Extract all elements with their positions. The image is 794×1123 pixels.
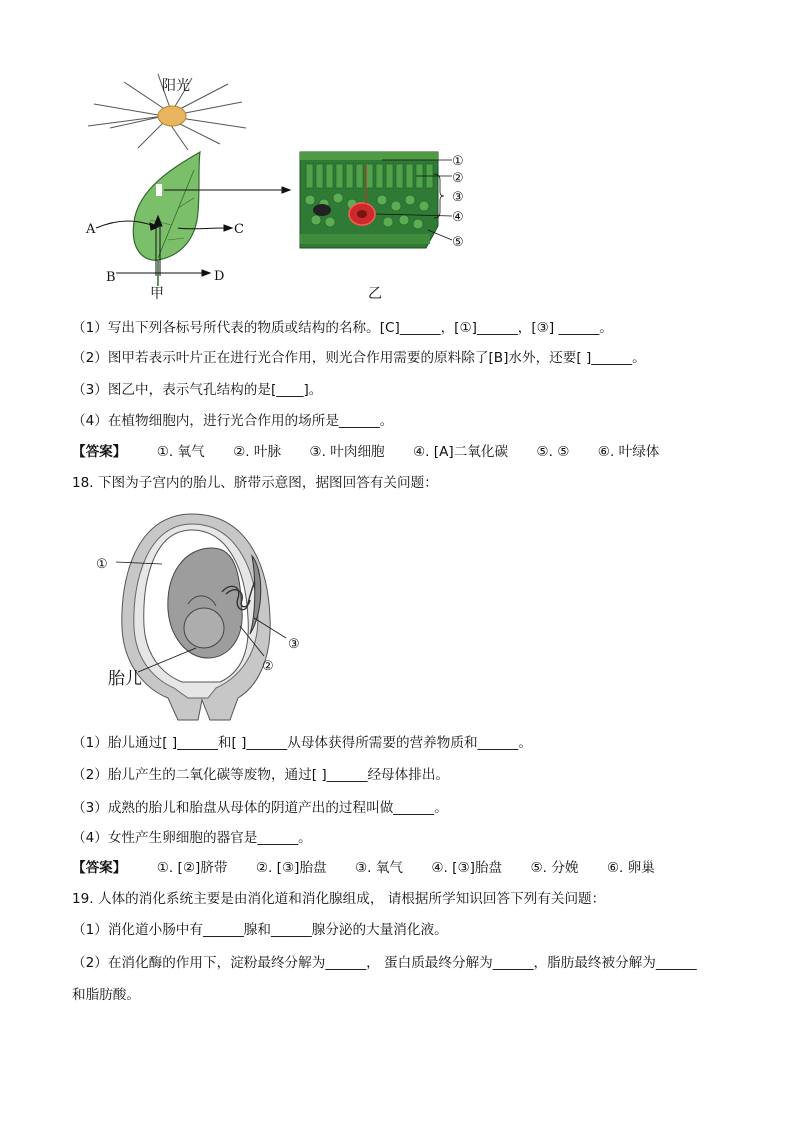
- figure-caption-jia: 甲: [150, 286, 164, 302]
- q18-question-2: （2）胎儿产生的二氧化碳等废物，通过[ ]______经母体排出。: [72, 767, 450, 783]
- answer-item: ⑤. ⑤: [536, 444, 570, 460]
- q19-question-2-cont: 和脂肪酸。: [72, 987, 140, 1003]
- sun-label: 阳光: [162, 78, 190, 94]
- answer-item: ③. 氧气: [354, 860, 404, 876]
- fetus-label: 胎儿: [108, 669, 142, 689]
- answer-label: 【答案】: [72, 444, 127, 460]
- answer-label: 【答案】: [72, 860, 127, 876]
- leaf-block: [300, 152, 438, 248]
- section-label-2: ②: [452, 171, 464, 186]
- uterus-label-1: ①: [96, 557, 108, 572]
- q17-answer: [72, 442, 683, 462]
- q18-question-4: （4）女性产生卵细胞的器官是______。: [72, 830, 312, 846]
- q19-question-2: （2）在消化酶的作用下，淀粉最终分解为______， 蛋白质最终分解为______，脂肪最终被分解为______: [72, 955, 697, 971]
- label-D: D: [214, 269, 225, 284]
- q19-question-1: （1）消化道小肠中有______腺和______腺分泌的大量消化液。: [72, 922, 448, 938]
- answer-item: ④. [A]二氧化碳: [412, 444, 509, 460]
- uterus-figure: [92, 508, 322, 726]
- label-B: B: [106, 270, 116, 285]
- answer-item: ⑥. 叶绿体: [597, 444, 660, 460]
- answer-item: ②. [③]胎盘: [255, 860, 327, 876]
- q18-question-3: （3）成熟的胎儿和胎盘从母体的阴道产出的过程叫做______。: [72, 800, 448, 816]
- q18-title: 18. 下图为子宫内的胎儿、脐带示意图，据图回答有关问题：: [72, 475, 438, 491]
- leaf-figure: [80, 70, 295, 305]
- q17-question-2: （2）图甲若表示叶片正在进行光合作用，则光合作用需要的原料除了[B]水外，还要[ ]______。: [72, 350, 646, 366]
- answer-item: ⑥. 卵巢: [606, 860, 655, 876]
- section-label-3: ③: [452, 190, 464, 205]
- q19-title: 19. 人体的消化系统主要是由消化道和消化腺组成， 请根据所学知识回答下列有关问题：: [72, 891, 606, 907]
- answer-item: ①. [②]脐带: [156, 860, 228, 876]
- section-label-4: ④: [452, 210, 464, 225]
- figure-caption-yi: 乙: [368, 286, 382, 302]
- label-C: C: [234, 222, 244, 237]
- leaf-section-figure: [296, 148, 476, 303]
- answer-item: ④. [③]胎盘: [431, 860, 503, 876]
- answer-item: ②. 叶脉: [233, 444, 282, 460]
- answer-item: ⑤. 分娩: [530, 860, 579, 876]
- section-label-1: ①: [452, 154, 464, 169]
- q17-question-1: （1）写出下列各标号所代表的物质或结构的名称。[C]______，[①]______，[③] ______。: [72, 320, 613, 336]
- leaf: [133, 152, 200, 286]
- q18-question-1: （1）胎儿通过[ ]______和[ ]______从母体获得所需要的营养物质和______。: [72, 735, 532, 751]
- label-A: A: [86, 222, 96, 237]
- section-label-5: ⑤: [452, 235, 464, 250]
- uterus-label-3: ③: [288, 637, 300, 652]
- fetus: [168, 548, 242, 658]
- uterus-label-2: ②: [262, 659, 274, 674]
- answer-item: ③. 叶肉细胞: [309, 444, 385, 460]
- q17-question-4: （4）在植物细胞内，进行光合作用的场所是______。: [72, 413, 394, 429]
- q18-answer: [72, 858, 679, 878]
- answer-item: ①. 氧气: [156, 444, 205, 460]
- q17-question-3: （3）图乙中，表示气孔结构的是[____]。: [72, 382, 323, 398]
